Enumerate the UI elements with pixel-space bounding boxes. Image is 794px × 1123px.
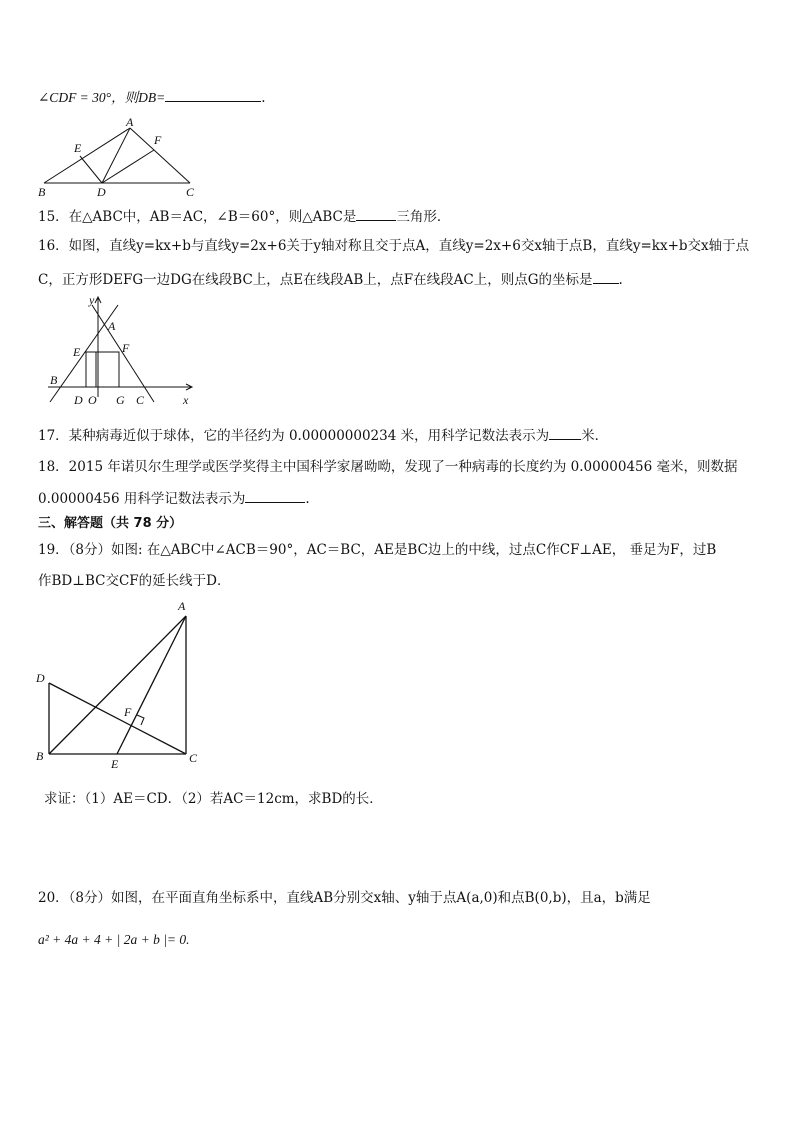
q19-label-D: D <box>36 671 45 685</box>
q16-label-A: A <box>108 319 116 333</box>
q14-label-A: A <box>126 116 134 129</box>
q19-line1: 19．（8分）如图: 在△ABC中∠ACB＝90°，AC＝BC，AE是BC边上的中线，过点C作CF⊥AE， 垂足为F，过B <box>38 542 717 558</box>
q14-label-D: D <box>97 185 106 198</box>
q19-label-C: C <box>189 751 198 765</box>
q15-line <box>38 207 450 226</box>
q16-label-O: O <box>88 393 97 407</box>
q19-label-E: E <box>111 757 119 771</box>
q14-seg-DF <box>102 150 154 183</box>
q16-label-B: B <box>50 373 58 387</box>
q18-answer-blank[interactable] <box>245 489 305 503</box>
q16-line2 <box>38 270 623 289</box>
q16-label-E: E <box>73 345 81 359</box>
q14-angle-expr: ∠CDF = 30°，则DB= <box>38 90 166 105</box>
q17-text: 17．某种病毒近似于球体，它的半径约为 0.00000000234 米，用科学记数法表示为 <box>38 428 550 444</box>
q14-label-F: F <box>154 133 162 147</box>
q16-label-x: x <box>183 393 189 407</box>
q14-figure <box>36 116 206 198</box>
q19-prove: 求证：（1）AE＝CD．（2）若AC＝12cm，求BD的长． <box>44 791 383 807</box>
q16-label-y: y <box>89 293 95 307</box>
q14-answer-blank[interactable] <box>165 88 261 102</box>
q16-label-C: C <box>136 393 145 407</box>
q14-seg-DE <box>80 156 102 183</box>
q16-label-G: G <box>116 393 125 407</box>
q16-line2-text: C，正方形DEFG一边DG在线段BC上，点E在线段AB上，点F在线段AC上，则点G的坐标是 <box>38 272 593 288</box>
q18-line1: 18．2015 年诺贝尔生理学或医学奖得主中国科学家屠呦呦，发现了一种病毒的长度约为 0.00000456 毫米，则数据 <box>38 459 738 475</box>
q20-line2: a² + 4a + 4 + | 2a + b |= 0. <box>38 932 190 947</box>
q15-after: 三角形． <box>396 209 451 225</box>
q16-end: . <box>618 272 623 288</box>
q15-text: 15．在△ABC中，AB＝AC，∠B＝60°，则△ABC是 <box>38 209 357 225</box>
q14-label-E: E <box>74 141 82 155</box>
q19-label-F: F <box>124 705 132 719</box>
q19-label-B: B <box>36 749 44 763</box>
q18-line2 <box>38 489 310 508</box>
q14-seg-AD <box>102 128 130 183</box>
q14-seg-AB <box>44 128 130 183</box>
q19-seg-AB <box>49 616 186 754</box>
q18-end: . <box>305 491 310 507</box>
q16-square-DEFG <box>86 352 119 387</box>
q16-line1: 16．如图，直线y=kx+b与直线y=2x+6关于y轴对称且交于点A，直线y=2x+6交x轴于点B，直线y=kx+b交x轴于点 <box>38 238 750 254</box>
q14-label-B: B <box>38 185 46 198</box>
q15-answer-blank[interactable] <box>356 207 396 221</box>
q16-figure <box>36 292 202 412</box>
q19-line2: 作BD⊥BC交CF的延长线于D． <box>38 573 231 589</box>
section3-heading: 三、解答题（共 78 分） <box>38 516 183 531</box>
q18-line2-text: 0.00000456 用科学记数法表示为 <box>38 491 246 507</box>
q19-label-A: A <box>178 599 186 613</box>
q19-seg-AE <box>117 616 186 754</box>
q16-label-F: F <box>122 341 130 355</box>
q17-after: 米． <box>581 428 609 444</box>
q19-figure <box>34 598 209 773</box>
q14-label-C: C <box>186 185 195 198</box>
q19-right-angle-F <box>137 715 144 725</box>
q20-line1: 20．（8分）如图，在平面直角坐标系中，直线AB分别交x轴、y轴于点A(a,0)和点B(0,b)，且a，b满足 <box>38 890 651 906</box>
q14-end: . <box>261 90 266 106</box>
q19-seg-DC <box>49 683 186 754</box>
q16-answer-blank[interactable] <box>593 270 619 284</box>
q14-angle-line <box>38 88 265 107</box>
q17-line <box>38 426 608 445</box>
q16-label-D: D <box>74 393 83 407</box>
q17-answer-blank[interactable] <box>549 426 581 440</box>
